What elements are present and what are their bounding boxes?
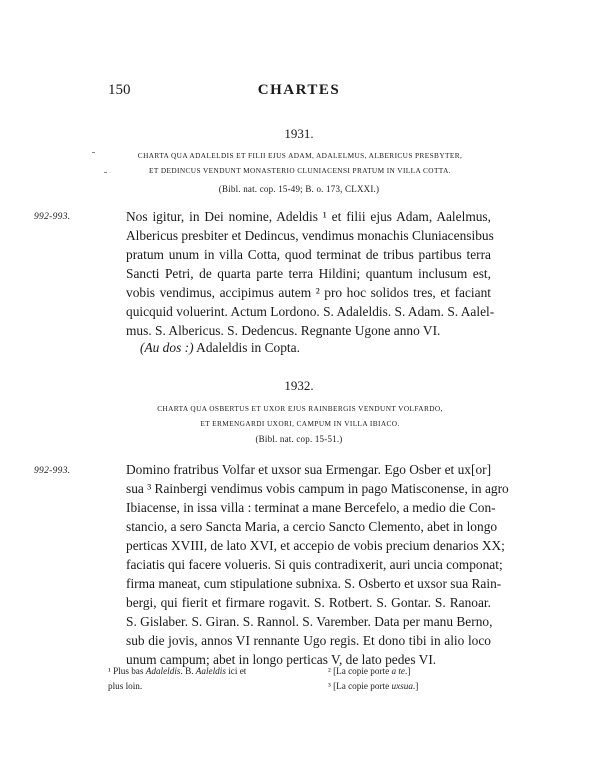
text-line: unum campum; abet in longo perticas V, de lato pedes VI. bbox=[126, 652, 437, 667]
footnote-text: . B. bbox=[180, 666, 196, 676]
footnote-italic: uxsua bbox=[391, 681, 413, 691]
footnote-marker: ¹ bbox=[108, 666, 111, 676]
text-line: bergi, qui fierit et firmare rogavit. S. Rotbert. S. Gontar. S. Ranoar. bbox=[126, 595, 491, 610]
charter-source-1931: (Bibl. nat. cop. 15-49; B. o. 173, CLXXI.) bbox=[218, 184, 380, 194]
footnote-italic: Aaleldis bbox=[195, 666, 226, 676]
text-line: mus. S. Albericus. S. Dedencus. Regnante Ugone anno VI. bbox=[126, 323, 441, 338]
margin-date-1931: 992-993. bbox=[34, 212, 71, 222]
running-title: CHARTES bbox=[257, 82, 341, 98]
text-line: pratum unum in villa Cotta, quod terminat de tribus partibus terra bbox=[126, 247, 491, 262]
text-line: S. Gislaber. S. Giran. S. Rannol. S. Varember. Data per manu Berno, bbox=[126, 614, 493, 629]
charter-heading-1931 bbox=[100, 148, 500, 178]
text-line: stancio, a sero Sancta Maria, a cercio Sancto Clemento, abet in longo bbox=[126, 519, 498, 534]
text-line: vobis vendimus, accipimus autem ² pro hoc solidos tres, et faciant bbox=[126, 285, 491, 300]
charter-number-1932: 1932. bbox=[284, 378, 314, 393]
charter-heading-line: CHARTA QUA OSBERTUS ET UXOR EJUS RAINBERGIS VENDUNT VOLFARDO, bbox=[157, 404, 443, 413]
text-line: Nos igitur, in Dei nomine, Adeldis ¹ et filii ejus Adam, Aalelmus, bbox=[126, 209, 491, 224]
footnote-marker: ² bbox=[328, 666, 331, 676]
footnote-text: [La copie porte bbox=[330, 666, 392, 676]
text-line: Domino fratribus Volfar et uxsor sua Ermengar. Ego Osber et ux[or] bbox=[126, 462, 492, 477]
page-number: 150 bbox=[108, 82, 131, 98]
footnote-2 bbox=[328, 664, 498, 679]
footnote-text: ici et bbox=[225, 666, 247, 676]
footnote-text: .] bbox=[405, 666, 411, 676]
scan-speck bbox=[92, 152, 95, 153]
footnote-text: plus loin. bbox=[108, 681, 143, 691]
text-line: Albericus presbiter et Dedincus, vendimus monachis Cluniacensibus bbox=[126, 228, 494, 243]
footnote-italic: a te bbox=[391, 666, 406, 676]
footnote-1 bbox=[108, 664, 318, 694]
charter-heading-line: ET ERMENGARDI UXORI, CAMPUM IN VILLA IBIACO. bbox=[200, 419, 400, 428]
footnote-marker: ³ bbox=[328, 681, 331, 691]
charter-heading-line: ET DEDINCUS VENDUNT MONASTERIO CLUNIACENSI PRATUM IN VILLA COTTA. bbox=[149, 166, 451, 175]
text-line: Ibiacense, in issa villa : terminat a mane Bercefelo, a medio die Con- bbox=[126, 500, 496, 515]
endorsement-text: Adaleldis in Copta. bbox=[193, 340, 300, 355]
charter-source-1932: (Bibl. nat. cop. 15-51.) bbox=[255, 434, 343, 444]
endorsement-label: (Au dos :) bbox=[140, 340, 194, 355]
charter-number-1931: 1931. bbox=[284, 126, 314, 141]
endorsement-1931 bbox=[140, 340, 490, 356]
footnote-italic: Adaleldis bbox=[145, 666, 181, 676]
footnote-3 bbox=[328, 679, 498, 694]
running-head bbox=[108, 82, 490, 100]
charter-heading-line: CHARTA QUA ADALELDIS ET FILII EJUS ADAM, ADALELMUS, ALBERICUS PRESBYTER, bbox=[137, 151, 463, 160]
margin-date-1932: 992-993. bbox=[34, 466, 71, 476]
footnote-text: [La copie porte bbox=[330, 681, 392, 691]
text-line: Sancti Petri, de quarta parte terra Hildini; quantum inclusum est, bbox=[126, 266, 491, 281]
scan-speck bbox=[104, 172, 107, 173]
footnote-text: .] bbox=[412, 681, 419, 691]
text-line: perticas XVIII, de lato XVI, et accepio de vobis precium denarios XX; bbox=[126, 538, 505, 553]
text-line: sua ³ Rainbergi vendimus vobis campum in pago Matisconense, in agro bbox=[126, 481, 509, 496]
text-line: faciatis qui facere volueris. Si quis contradixerit, auri uncia componat; bbox=[126, 557, 503, 572]
text-line: quicquid voluerint. Actum Lordono. S. Adaleldis. S. Adam. S. Aalel- bbox=[126, 304, 495, 319]
charter-text-1932 bbox=[126, 460, 509, 669]
charter-text-1931 bbox=[126, 207, 495, 340]
footnotes-right-column bbox=[328, 664, 498, 694]
charter-heading-1932 bbox=[100, 401, 500, 431]
footnote-text: Plus bas bbox=[110, 666, 146, 676]
text-line: sub die jovis, annos VI rennante Ugo regis. Et dono tibi in alio loco bbox=[126, 633, 491, 648]
text-line: firma maneat, cum stipulatione subnixa. S. Osberto et uxsor sua Rain- bbox=[126, 576, 502, 591]
